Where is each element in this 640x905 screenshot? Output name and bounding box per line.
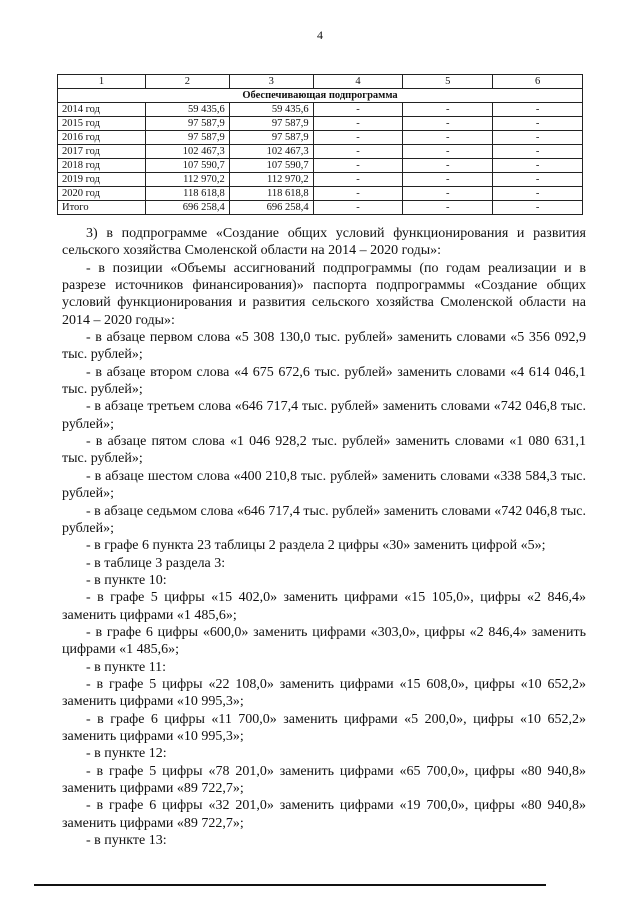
- value-cell: 59 435,6: [229, 103, 313, 117]
- paragraph: - в пункте 13:: [86, 833, 167, 849]
- column-header: 5: [403, 75, 493, 89]
- table-row: [58, 117, 583, 131]
- value-cell: 107 590,7: [145, 159, 229, 173]
- table-row: [58, 173, 583, 187]
- value-cell: -: [313, 103, 403, 117]
- value-cell: 97 587,9: [229, 131, 313, 145]
- value-cell: -: [493, 159, 583, 173]
- paragraph: - в графе 6 цифры «600,0» заменить цифрами «303,0», цифры «2 846,4» заменить цифрами «1 485,6»;: [62, 624, 586, 658]
- paragraph: - в графе 5 цифры «78 201,0» заменить цифрами «65 700,0», цифры «80 940,8» заменить цифрами «89 722,7»;: [62, 763, 586, 796]
- paragraph: - в позиции «Объемы ассигнований подпрограммы (по годам реализации и в разрезе источников финансирования)» паспорта подпрограммы «Создание общих условий функционирования и развития сельского хозяйства Смоленской области на 2014 – 2020 годы»:: [62, 260, 586, 328]
- year-cell: 2019 год: [58, 173, 146, 187]
- column-header: 4: [313, 75, 403, 89]
- column-header: 6: [493, 75, 583, 89]
- paragraph: - в графе 6 цифры «11 700,0» заменить цифрами «5 200,0», цифры «10 652,2» заменить цифрами «10 995,3»;: [62, 711, 586, 744]
- paragraph: - в абзаце шестом слова «400 210,8 тыс. рублей» заменить словами «338 584,3 тыс. рублей»;: [62, 468, 586, 502]
- paragraph: - в графе 5 цифры «22 108,0» заменить цифрами «15 608,0», цифры «10 652,2» заменить цифрами «10 995,3»;: [62, 676, 586, 710]
- value-cell: 97 587,9: [145, 117, 229, 131]
- value-cell: -: [403, 159, 493, 173]
- value-cell: -: [493, 201, 583, 215]
- paragraph: - в графе 6 пункта 23 таблицы 2 раздела 2 цифры «30» заменить цифрой «5»;: [86, 538, 546, 554]
- value-cell: 696 258,4: [145, 201, 229, 215]
- value-cell: -: [403, 117, 493, 131]
- value-cell: 102 467,3: [229, 145, 313, 159]
- value-cell: -: [493, 103, 583, 117]
- value-cell: -: [403, 201, 493, 215]
- paragraph: - в пункте 11:: [86, 659, 167, 675]
- value-cell: -: [493, 173, 583, 187]
- table-row: [58, 159, 583, 173]
- table-header-row: [58, 75, 583, 89]
- value-cell: 696 258,4: [229, 201, 313, 215]
- funding-table: [57, 74, 583, 215]
- subprogram-title: Обеспечивающая подпрограмма: [58, 89, 583, 103]
- value-cell: -: [493, 187, 583, 201]
- value-cell: 112 970,2: [145, 173, 229, 187]
- paragraph: - в пункте 10:: [86, 572, 167, 588]
- year-cell: 2017 год: [58, 145, 146, 159]
- value-cell: -: [313, 159, 403, 173]
- year-cell: 2018 год: [58, 159, 146, 173]
- value-cell: -: [313, 131, 403, 145]
- value-cell: -: [313, 187, 403, 201]
- value-cell: -: [493, 145, 583, 159]
- value-cell: 118 618,8: [145, 187, 229, 201]
- value-cell: -: [313, 145, 403, 159]
- value-cell: -: [493, 117, 583, 131]
- value-cell: 112 970,2: [229, 173, 313, 187]
- paragraph: - в таблице 3 раздела 3:: [86, 555, 226, 571]
- paragraph: - в графе 5 цифры «15 402,0» заменить цифрами «15 105,0», цифры «2 846,4» заменить цифрами «1 485,6»;: [62, 590, 586, 623]
- year-cell: 2014 год: [58, 103, 146, 117]
- value-cell: 102 467,3: [145, 145, 229, 159]
- table-row: [58, 103, 583, 117]
- value-cell: -: [313, 201, 403, 215]
- document-body: [62, 225, 586, 849]
- column-header: 2: [145, 75, 229, 89]
- value-cell: -: [403, 131, 493, 145]
- page-number: 4: [317, 28, 323, 42]
- paragraph: - в абзаце первом слова «5 308 130,0 тыс. рублей» заменить словами «5 356 092,9 тыс. рублей»;: [62, 330, 586, 363]
- paragraph: 3) в подпрограмме «Создание общих условий функционирования и развития сельского хозяйства Смоленской области на 2014 – 2020 годы»:: [62, 226, 586, 259]
- value-cell: 107 590,7: [229, 159, 313, 173]
- value-cell: -: [403, 173, 493, 187]
- year-cell: 2020 год: [58, 187, 146, 201]
- table-total-row: [58, 201, 583, 215]
- table-subheader-row: [58, 89, 583, 103]
- value-cell: -: [403, 103, 493, 117]
- year-cell: 2015 год: [58, 117, 146, 131]
- value-cell: -: [313, 117, 403, 131]
- paragraph: - в абзаце пятом слова «1 046 928,2 тыс. рублей» заменить словами «1 080 631,1 тыс. рублей»;: [62, 434, 586, 467]
- table-row: [58, 187, 583, 201]
- paragraph: - в пункте 12:: [86, 746, 167, 762]
- table-row: [58, 131, 583, 145]
- value-cell: -: [403, 187, 493, 201]
- column-header: 1: [58, 75, 146, 89]
- paragraph: - в абзаце втором слова «4 675 672,6 тыс. рублей» заменить словами «4 614 046,1 тыс. рублей»;: [62, 364, 586, 398]
- value-cell: 118 618,8: [229, 187, 313, 201]
- table-row: [58, 145, 583, 159]
- column-header: 3: [229, 75, 313, 89]
- paragraph: - в абзаце седьмом слова «646 717,4 тыс. рублей» заменить словами «742 046,8 тыс. рублей»;: [62, 503, 586, 536]
- value-cell: -: [493, 131, 583, 145]
- value-cell: 59 435,6: [145, 103, 229, 117]
- paragraph: - в абзаце третьем слова «646 717,4 тыс. рублей» заменить словами «742 046,8 тыс. рублей»;: [62, 399, 586, 432]
- year-cell: 2016 год: [58, 131, 146, 145]
- value-cell: -: [313, 173, 403, 187]
- value-cell: 97 587,9: [145, 131, 229, 145]
- paragraph: - в графе 6 цифры «32 201,0» заменить цифрами «19 700,0», цифры «80 940,8» заменить цифрами «89 722,7»;: [62, 798, 586, 831]
- value-cell: -: [403, 145, 493, 159]
- value-cell: 97 587,9: [229, 117, 313, 131]
- total-label-cell: Итого: [58, 201, 146, 215]
- footer-rule: [34, 884, 546, 886]
